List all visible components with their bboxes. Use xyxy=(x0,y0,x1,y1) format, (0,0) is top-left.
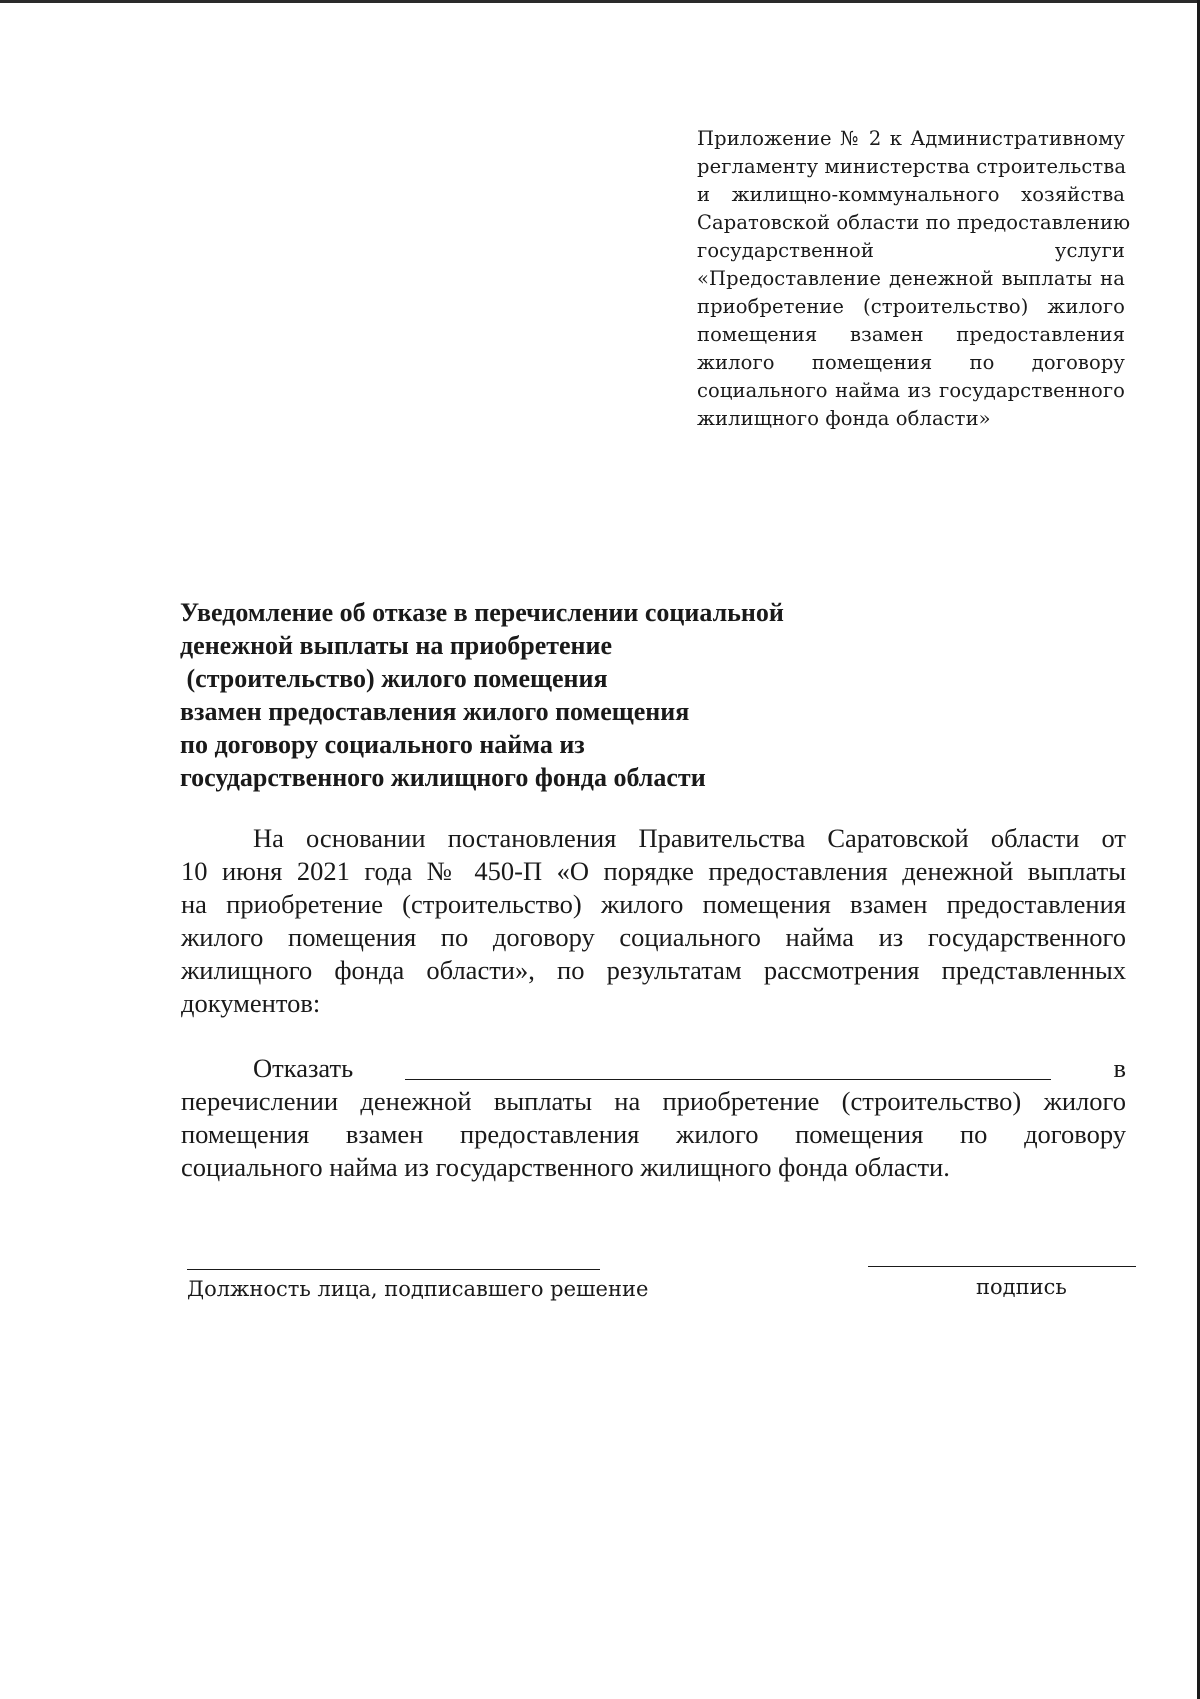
refusal-first-row xyxy=(181,1052,1126,1085)
appendix-line: государственной услуги xyxy=(697,239,1125,262)
title-line: денежной выплаты на приобретение xyxy=(180,631,613,660)
refusal-line: перечислении денежной выплаты на приобретение (строительство) жилого xyxy=(181,1086,1126,1116)
applicant-name-blank xyxy=(405,1079,1051,1080)
appendix-line: жилого помещения по договору xyxy=(697,351,1125,374)
appendix-line: регламенту министерства строительства xyxy=(697,155,1127,178)
signature-label: подпись xyxy=(976,1275,1067,1299)
appendix-line: «Предоставление денежной выплаты на xyxy=(697,267,1125,290)
refusal-word: Отказать xyxy=(253,1053,354,1083)
body-line: на приобретение (строительство) жилого помещения взамен предоставления xyxy=(181,889,1126,919)
refusal-line: социального найма из государственного жилищного фонда области. xyxy=(181,1152,950,1182)
body-line: жилищного фонда области», по результатам рассмотрения представленных xyxy=(181,955,1126,985)
title-line: (строительство) жилого помещения xyxy=(180,664,608,693)
body-line: жилого помещения по договору социального найма из государственного xyxy=(181,922,1126,952)
document-title xyxy=(180,596,880,794)
appendix-line: Приложение № 2 к Административному xyxy=(697,127,1125,150)
title-line: государственного жилищного фонда области xyxy=(180,763,706,792)
position-label: Должность лица, подписавшего решение xyxy=(187,1277,649,1301)
scan-edge-top xyxy=(0,0,1200,3)
refusal-line: помещения взамен предоставления жилого помещения по договору xyxy=(181,1119,1126,1149)
title-line: взамен предоставления жилого помещения xyxy=(180,697,690,726)
appendix-line: приобретение (строительство) жилого xyxy=(697,295,1125,318)
body-paragraph xyxy=(181,822,1126,1020)
position-signature-line xyxy=(187,1269,600,1270)
body-line: документов: xyxy=(181,988,321,1018)
appendix-line: помещения взамен предоставления xyxy=(697,323,1125,346)
appendix-line: жилищного фонда области» xyxy=(697,407,991,430)
refusal-paragraph xyxy=(181,1052,1126,1184)
refusal-trailing: в xyxy=(1113,1053,1126,1083)
appendix-line: и жилищно-коммунального хозяйства xyxy=(697,183,1125,206)
appendix-line: Саратовской области по предоставлению xyxy=(697,211,1131,234)
body-line: На основании постановления Правительства Саратовской области от xyxy=(253,823,1126,853)
signature-line xyxy=(868,1266,1136,1267)
body-line: 10 июня 2021 года № 450-П «О порядке предоставления денежной выплаты xyxy=(181,856,1126,886)
title-line: по договору социального найма из xyxy=(180,730,585,759)
appendix-line: социального найма из государственного xyxy=(697,379,1125,402)
title-line: Уведомление об отказе в перечислении социальной xyxy=(180,598,784,627)
appendix-reference xyxy=(697,125,1131,433)
